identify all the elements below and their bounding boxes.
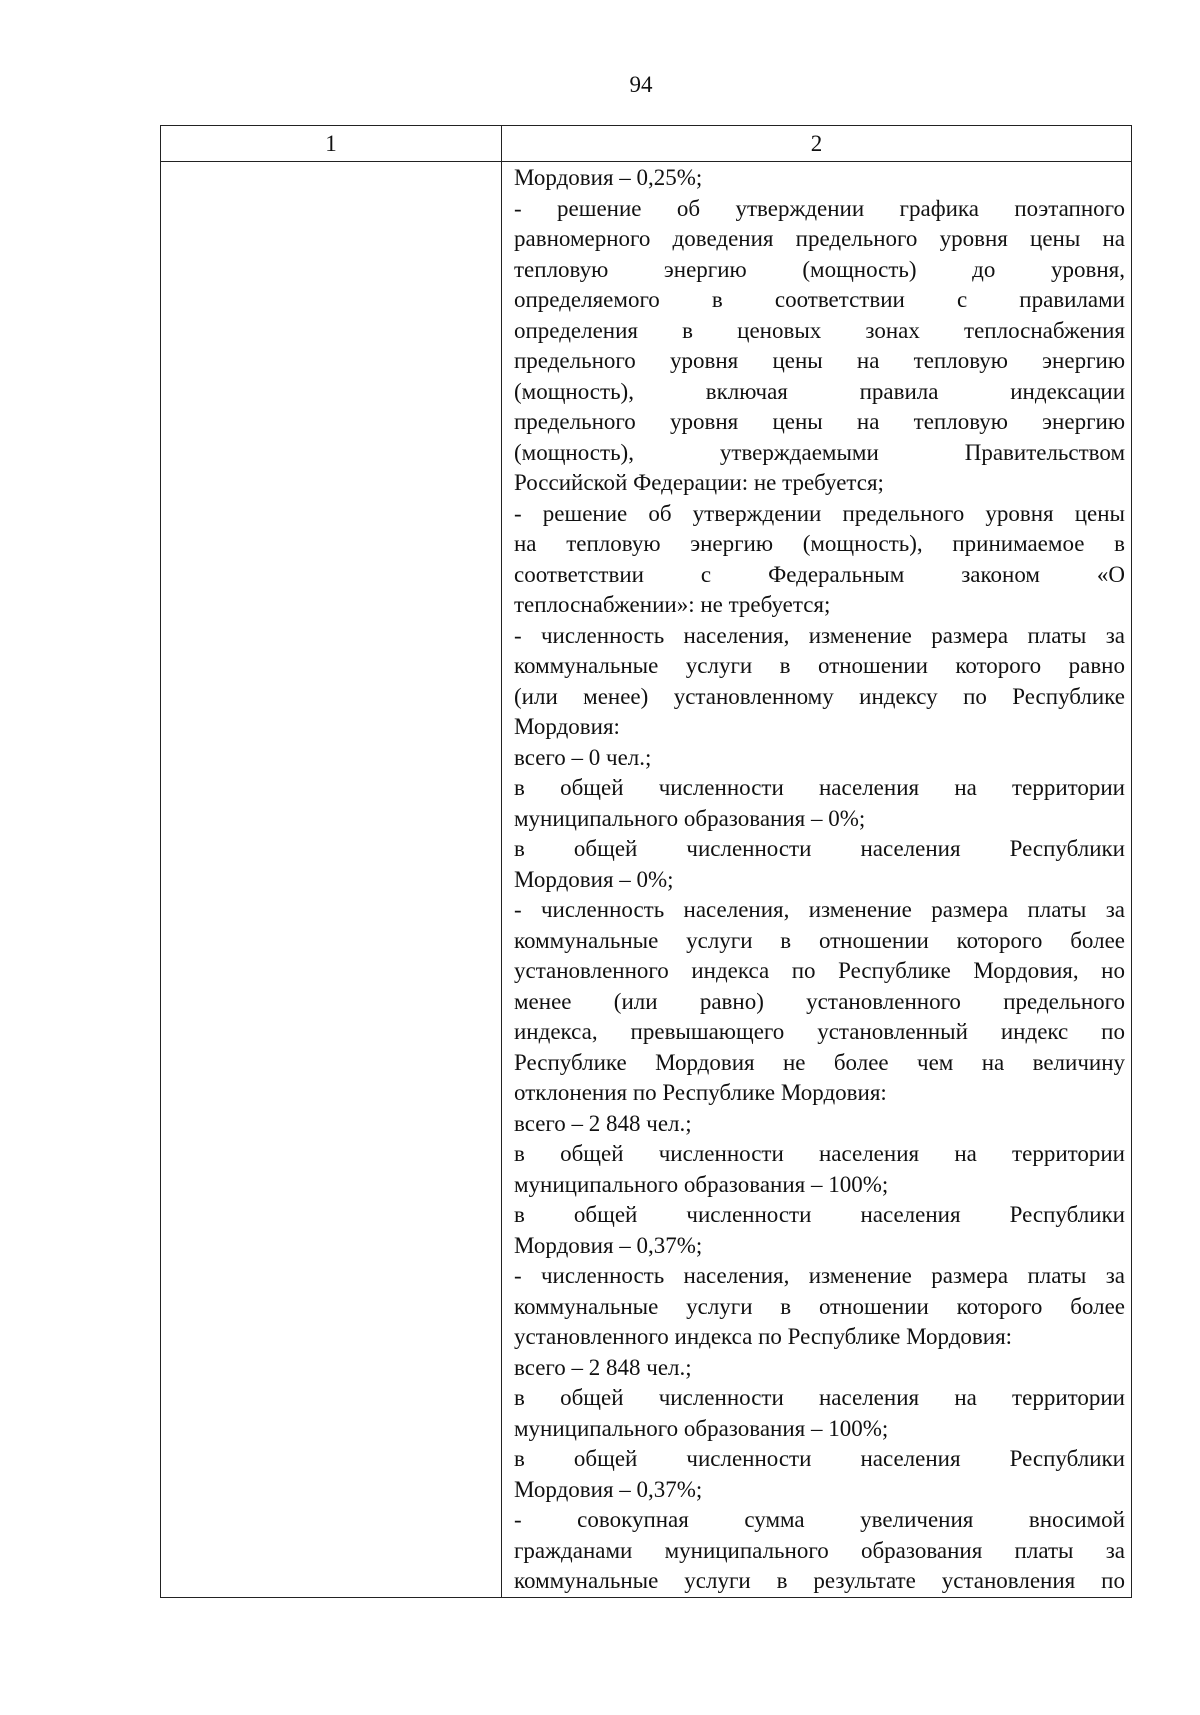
text-line: муниципального образования – 0%; — [514, 805, 866, 831]
text-line: в общей численности населения Республики — [514, 1202, 1125, 1227]
text-line: в общей численности населения Республики — [514, 836, 1125, 861]
table-body-row — [161, 162, 1132, 1598]
text-line: - совокупная сумма увеличения вносимой — [514, 1507, 1125, 1532]
table-header-row — [161, 126, 1132, 162]
text-line: гражданами муниципального образования платы за — [514, 1537, 1125, 1563]
text-line: теплоснабжении»: не требуется; — [514, 592, 831, 617]
text-line: Мордовия – 0%; — [514, 866, 674, 892]
text-line: всего – 0 чел.; — [514, 744, 652, 770]
text-line: коммунальные услуги в отношении которого равно — [514, 653, 1125, 678]
text-line: установленного индекса по Республике Мордовия, но — [514, 958, 1125, 983]
text-line: всего – 2 848 чел.; — [514, 1354, 692, 1380]
text-line: в общей численности населения на территории — [514, 1385, 1125, 1410]
text-line: Республике Мордовия не более чем на величину — [514, 1049, 1125, 1075]
text-line: муниципального образования – 100%; — [514, 1415, 889, 1441]
page-number: 94 — [629, 72, 653, 97]
text-line: Мордовия – 0,37%; — [514, 1476, 703, 1502]
text-line: (мощность), утверждаемыми Правительством — [514, 439, 1125, 465]
text-line: Российской Федерации: не требуется; — [514, 470, 884, 495]
text-line: определяемого в соответствии с правилами — [514, 287, 1125, 312]
text-line: определения в ценовых зонах теплоснабжения — [514, 317, 1125, 343]
text-line: (мощность), включая правила индексации — [514, 378, 1125, 404]
text-line: - численность населения, изменение размера платы за — [514, 897, 1125, 922]
text-line: отклонения по Республике Мордовия: — [514, 1080, 887, 1105]
text-line: менее (или равно) установленного предельного — [514, 988, 1125, 1014]
text-line: - численность населения, изменение размера платы за — [514, 1263, 1125, 1288]
text-line: соответствии с Федеральным законом «О — [514, 561, 1125, 587]
column-2-cell — [502, 162, 1132, 1598]
text-line: Мордовия: — [514, 714, 620, 739]
text-line: индекса, превышающего установленный индекс по — [514, 1019, 1125, 1044]
text-line: в общей численности населения Республики — [514, 1446, 1125, 1471]
text-line: Мордовия – 0,25%; — [514, 165, 703, 190]
text-line: Мордовия – 0,37%; — [514, 1232, 703, 1258]
text-line: на тепловую энергию (мощность), принимаемое в — [514, 531, 1125, 556]
column-1-cell — [161, 162, 502, 1598]
text-line: коммунальные услуги в результате установления по — [514, 1568, 1125, 1593]
text-line: предельного уровня цены на тепловую энергию — [514, 409, 1125, 434]
text-line: коммунальные услуги в отношении которого более — [514, 927, 1125, 953]
text-line: предельного уровня цены на тепловую энергию — [514, 348, 1125, 373]
text-line: - решение об утверждении предельного уровня цены — [514, 500, 1125, 526]
column-header-2: 2 — [502, 126, 1132, 162]
text-line: установленного индекса по Республике Мордовия: — [514, 1324, 1013, 1349]
document-table — [160, 125, 1132, 1598]
text-line: всего – 2 848 чел.; — [514, 1110, 692, 1136]
text-line: (или менее) установленному индексу по Республике — [514, 683, 1125, 709]
text-line: коммунальные услуги в отношении которого более — [514, 1293, 1125, 1319]
text-line: в общей численности населения на территории — [514, 775, 1125, 800]
column-header-1: 1 — [161, 126, 502, 162]
text-line: в общей численности населения на территории — [514, 1141, 1125, 1166]
text-line: тепловую энергию (мощность) до уровня, — [514, 256, 1125, 282]
text-line: - численность населения, изменение размера платы за — [514, 622, 1125, 648]
text-line: - решение об утверждении графика поэтапного — [514, 195, 1125, 221]
column-2-text — [514, 163, 1125, 1597]
text-line: равномерного доведения предельного уровня цены на — [514, 226, 1125, 251]
text-line: муниципального образования – 100%; — [514, 1171, 889, 1197]
